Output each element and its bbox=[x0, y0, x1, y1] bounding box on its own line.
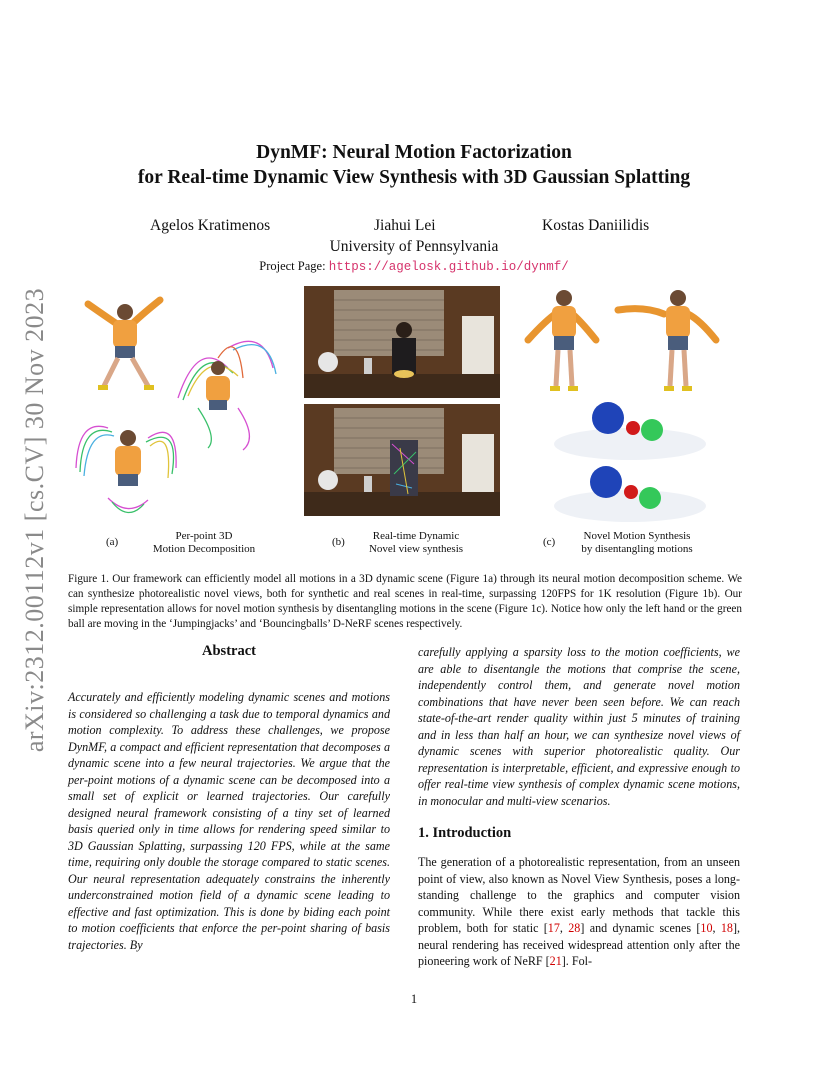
jumpingjacks-figure-2 bbox=[618, 290, 716, 391]
panel-a-line1: Per-point 3D bbox=[175, 530, 233, 542]
panel-c-line2: by disentangling motions bbox=[581, 543, 693, 555]
trajectory-figure-2 bbox=[178, 341, 276, 450]
abstract-right-column: carefully applying a sparsity loss to the motion coefficients, we are able to disentangle the motions that comprise the scene, independently control them, and generate novel motion combinations that have never been seen before. We can reach state-of-the-art render quality within just 5 minutes of training and in less than half an hour, we can synthesize novel views of dynamic scenes with superior photorealistic quality. Our representation is interpretable, efficient, and expressive enough to offer real-time view synthesis of complex dynamic scene motions, in monocular and multi-view scenarios. bbox=[418, 645, 740, 808]
title-line-1: DynMF: Neural Motion Factorization bbox=[256, 142, 572, 163]
introduction-heading: 1. Introduction bbox=[418, 825, 512, 841]
citation-link[interactable]: 21 bbox=[549, 954, 562, 968]
figure-panel-b-bottom-image bbox=[304, 404, 500, 516]
intro-text-4: ]. Fol- bbox=[561, 954, 592, 968]
intro-sep-2: , bbox=[712, 921, 721, 935]
jumping-figure-1 bbox=[88, 300, 160, 390]
intro-text-2: ] and dynamic scenes [ bbox=[580, 921, 701, 935]
project-url-link[interactable]: https://agelosk.github.io/dynmf/ bbox=[328, 260, 569, 274]
intro-text-3: ], neural rendering has received widespread attention only after the pioneering work of NeRF [ bbox=[418, 921, 740, 968]
arxiv-id-text: arXiv:2312.00112v1 [cs.CV] 30 Nov 2023 bbox=[20, 287, 50, 753]
panel-b-letter: (b) bbox=[332, 536, 345, 548]
figure-panel-a-caption bbox=[106, 530, 280, 556]
arxiv-watermark bbox=[6, 280, 64, 760]
panel-b-line1: Real-time Dynamic bbox=[372, 530, 460, 542]
affiliation: University of Pennsylvania bbox=[329, 238, 499, 255]
figure-panel-a-image bbox=[68, 288, 280, 532]
panel-c-line1: Novel Motion Synthesis bbox=[583, 530, 691, 542]
citation-link[interactable]: 10 bbox=[700, 921, 713, 935]
page-number: 1 bbox=[410, 992, 418, 1006]
panel-c-letter: (c) bbox=[543, 536, 556, 548]
author-1: Agelos Kratimenos bbox=[150, 217, 271, 234]
trajectory-figure-3 bbox=[76, 426, 176, 512]
citation-link[interactable]: 28 bbox=[568, 921, 581, 935]
panel-b-line2: Novel view synthesis bbox=[368, 543, 464, 555]
citation-link[interactable]: 18 bbox=[720, 921, 733, 935]
intro-text-1: The generation of a photorealistic representation, from an unseen point of view, also known as Novel View Synthesis, poses a long-standing challenge to the graphics and computer vision community. While there exist early methods that tackle this problem, both for static [ bbox=[418, 855, 740, 935]
figure-panel-b-top-image bbox=[304, 286, 500, 398]
panel-a-letter: (a) bbox=[106, 536, 119, 548]
abstract-left-column: Accurately and efficiently modeling dynamic scenes and motions is considered so challenging a task due to temporal dynamics and motion complexity. To address these challenges, we propose DynMF, a compact and efficient representation that decomposes a dynamic scene into a few neural trajectories. We argue that the per-point motions of a dynamic scene can be decomposed into a small set of explicit or learned trajectories. Our carefully designed neural framework consisting of a tiny set of learned basis queried only in time allows for rendering speed similar to 3D Gaussian Splatting, surpassing 120 FPS, while at the same time, requiring only double the storage compared to static scenes. Our neural representation adequately constrains the inherently underconstrained motion field of a dynamic scene leading to effective and fast optimization. This is done by biding each point to motion coefficients that enforce the per-point sharing of basis trajectories. By bbox=[68, 690, 390, 952]
project-label: Project Page: bbox=[259, 259, 326, 273]
title-line-2: for Real-time Dynamic View Synthesis with 3D Gaussian Splatting bbox=[137, 167, 691, 188]
abstract-heading: Abstract bbox=[202, 643, 256, 659]
bouncingballs-scene-1 bbox=[554, 402, 706, 460]
paper-title bbox=[90, 140, 738, 190]
citation-link[interactable]: 17 bbox=[547, 921, 560, 935]
project-page bbox=[90, 259, 738, 274]
figure-panel-c-image bbox=[518, 286, 732, 530]
figure-panel-b-caption bbox=[332, 530, 482, 556]
figure-caption: Figure 1. Our framework can efficiently model all motions in a 3D dynamic scene (Figure 1a) through its neural motion decomposition scheme. We can synthesize photorealistic novel views, both for synthetic and real scenes in real-time, surpassing 120FPS for 1K resolution (Figure 1b). Our simple representation allows for novel motion synthesis by disentangling motions in the scene (Figure 1c). Notice how only the left hand or the green ball are moving in the ‘Jumpingjacks’ and ‘Bouncingballs’ D-NeRF scenes respectively. bbox=[68, 573, 742, 630]
jumpingjacks-figure-1 bbox=[528, 290, 596, 391]
panel-a-line2: Motion Decomposition bbox=[152, 543, 256, 555]
bouncingballs-scene-2 bbox=[554, 466, 706, 522]
author-3: Kostas Daniilidis bbox=[542, 217, 650, 234]
intro-sep-1: , bbox=[559, 921, 569, 935]
author-2: Jiahui Lei bbox=[374, 217, 436, 234]
figure-panel-c-caption bbox=[543, 530, 713, 556]
introduction-paragraph bbox=[418, 854, 740, 970]
